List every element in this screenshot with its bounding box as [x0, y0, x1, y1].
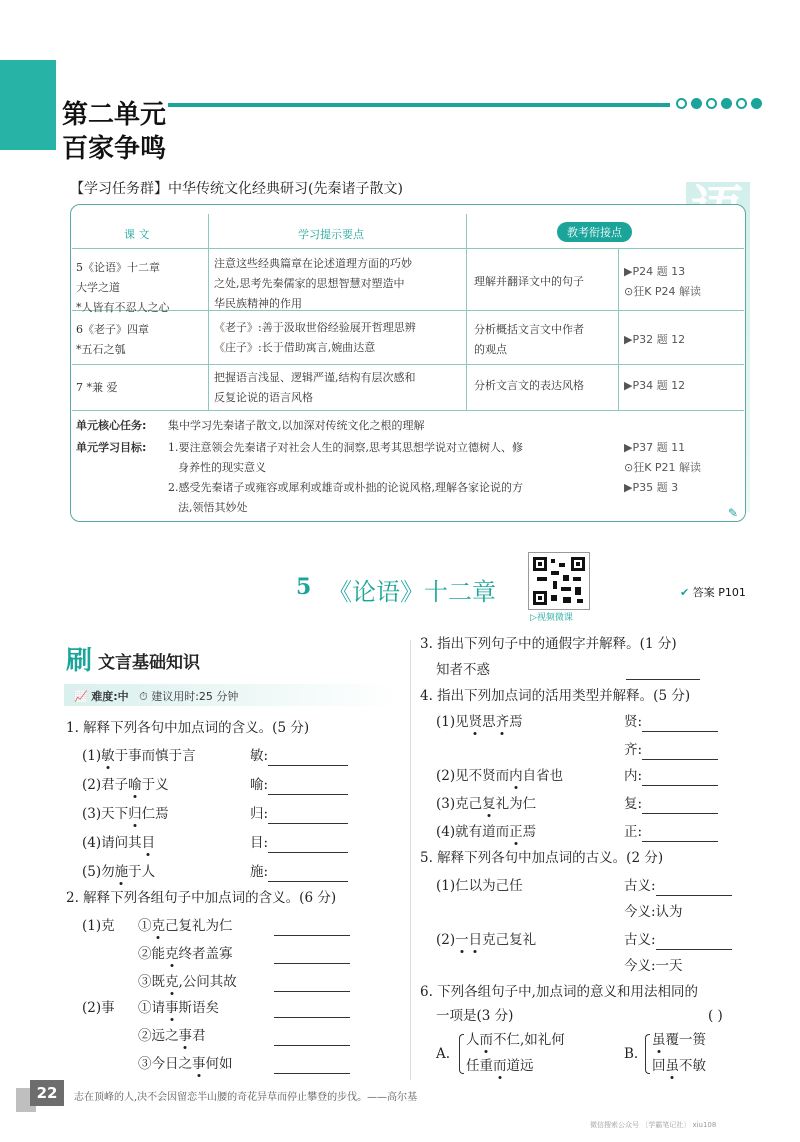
q2-item: ②远之事君: [138, 1028, 206, 1044]
q5-item: (1)仁以为己任: [436, 878, 523, 894]
q5-answer[interactable]: 古义:: [624, 930, 732, 950]
q6-option-b1: 虽覆一篑: [652, 1032, 706, 1048]
row1-link: 理解并翻译文中的句子: [474, 275, 584, 288]
q4-answer[interactable]: 复:: [624, 794, 718, 814]
row3-refs[interactable]: ▶P34 题 12: [624, 379, 686, 392]
row2-refs[interactable]: ▶P32 题 12: [624, 333, 686, 346]
difficulty-info: 📈 难度:中 ⏱ 建议用时:25 分钟: [74, 690, 239, 703]
divider: [72, 410, 744, 411]
q3-answer[interactable]: [626, 660, 700, 680]
q1-item: (1)敏于事而慎于言: [82, 748, 196, 764]
q6-option-a-label[interactable]: A.: [436, 1046, 451, 1062]
q4-item: (2)见不贤而内自省也: [436, 768, 564, 784]
q6-option-b2: 回虽不敏: [652, 1058, 706, 1074]
column-divider: [410, 640, 411, 1080]
clock-icon: ⏱: [139, 690, 148, 703]
q1-item: (2)君子喻于义: [82, 777, 169, 793]
divider: [72, 248, 744, 249]
q6-option-a1: 人而不仁,如礼何: [466, 1032, 565, 1048]
qr-code-icon[interactable]: [528, 552, 590, 610]
brace: [459, 1034, 464, 1074]
row2-tip: 《老子》:善于汲取世俗经验展开哲理思辨 《庄子》:长于借助寓言,婉曲达意: [214, 321, 416, 354]
q2-answer[interactable]: [274, 1054, 350, 1074]
row2-link: 分析概括文言文中作者 的观点: [474, 323, 584, 356]
q4-answer[interactable]: 内:: [624, 766, 718, 786]
goal-refs[interactable]: ▶P37 题 11 ⊙狂K P21 解读 ▶P35 题 3: [624, 441, 702, 494]
goal-2: 2.感受先秦诸子或雍容或犀利或雄奇或朴拙的论说风格,理解各家论说的方 法,领悟其妙处: [168, 481, 523, 514]
goal-1: 1.要注意领会先秦诸子对社会人生的洞察,思考其思想学说对立德树人、修 身养性的现实意义: [168, 441, 523, 474]
divider: [618, 248, 619, 410]
q5-item: (2)一日克己复礼: [436, 932, 537, 948]
q3-stem: 3. 指出下列句子中的通假字并解释。(1 分): [420, 636, 677, 652]
q5-modern: 今义:认为: [624, 904, 683, 920]
q4-answer[interactable]: 贤:: [624, 712, 718, 732]
q1-stem: 1. 解释下列各句中加点词的含义。(5 分): [66, 720, 310, 736]
col-header-tips: 学习提示要点: [298, 228, 364, 241]
q6-stem: 6. 下列各组句子中,加点词的意义和用法相同的: [420, 984, 698, 1000]
q4-answer[interactable]: 正:: [624, 822, 718, 842]
q2-item: ①请事斯语矣: [138, 1000, 219, 1016]
row3-lesson: 7 *兼 爱: [76, 381, 118, 394]
q2-stem: 2. 解释下列各组句子中加点词的含义。(6 分): [66, 890, 337, 906]
q1-answer[interactable]: 目:: [250, 833, 348, 853]
q2-answer[interactable]: [274, 998, 350, 1018]
core-task-text: 集中学习先秦诸子散文,以加深对传统文化之根的理解: [168, 419, 425, 432]
q6-answer-paren[interactable]: ( ): [708, 1008, 723, 1024]
q4-answer[interactable]: 齐:: [624, 740, 718, 760]
q3-sentence: 知者不惑: [436, 662, 490, 678]
q6-stem-cont: 一项是(3 分): [436, 1008, 514, 1024]
q4-stem: 4. 指出下列加点词的活用类型并解释。(5 分): [420, 688, 691, 704]
row3-tip: 把握语言浅显、逻辑严谨,结构有层次感和 反复论说的语言风格: [214, 371, 416, 404]
header-rule: [168, 103, 670, 107]
q6-option-b-label[interactable]: B.: [624, 1046, 639, 1062]
section-icon: 刷: [66, 646, 93, 676]
q1-item: (3)天下归仁焉: [82, 806, 169, 822]
q2-group-label: (2)事: [82, 1000, 115, 1016]
q5-stem: 5. 解释下列各句中加点词的古义。(2 分): [420, 850, 664, 866]
q4-item: (1)见贤思齐焉: [436, 714, 523, 730]
row1-refs[interactable]: ▶P24 题 13 ⊙狂K P24 解读: [624, 265, 702, 298]
chart-icon: 📈: [74, 690, 88, 703]
col-header-link: 教考衔接点: [557, 222, 632, 242]
page-number: 22: [30, 1080, 64, 1106]
q1-item: (4)请问其目: [82, 835, 156, 851]
unit-number: 第二单元: [62, 100, 167, 130]
q2-item: ②能克终者盖寡: [138, 946, 233, 962]
divider: [466, 214, 467, 410]
unit-name: 百家争鸣: [62, 134, 167, 164]
q5-answer[interactable]: 古义:: [624, 876, 732, 896]
core-task-label: 单元核心任务:: [76, 419, 147, 432]
row3-link: 分析文言文的表达风格: [474, 379, 584, 392]
pen-icon: ✎: [728, 506, 739, 520]
q1-answer[interactable]: 敏:: [250, 746, 348, 766]
footer-watermark: 微信搜索公众号 〔学霸笔记社〕 xiu108: [590, 1121, 717, 1129]
col-header-lesson: 课 文: [124, 228, 150, 241]
q6-option-a2: 任重而道远: [466, 1058, 534, 1074]
q1-answer[interactable]: 喻:: [250, 775, 348, 795]
q2-item: ③既克,公问其故: [138, 974, 237, 990]
q2-answer[interactable]: [274, 972, 350, 992]
video-lesson-label[interactable]: ▷视频微课: [530, 613, 573, 623]
goal-label: 单元学习目标:: [76, 441, 147, 454]
q2-answer[interactable]: [274, 1026, 350, 1046]
header-dots: [676, 98, 762, 109]
row1-lesson: 5《论语》十二章 大学之道 *人皆有不忍人之心: [76, 261, 170, 314]
brace: [645, 1034, 650, 1074]
task-group-title: 【学习任务群】中华传统文化经典研习(先秦诸子散文): [70, 181, 403, 197]
header-band: [0, 60, 56, 150]
chapter-title: 《论语》十二章: [328, 578, 496, 606]
q1-answer[interactable]: 归:: [250, 804, 348, 824]
q2-item: ①克己复礼为仁: [138, 918, 233, 934]
q4-item: (3)克己复礼为仁: [436, 796, 537, 812]
q2-answer[interactable]: [274, 944, 350, 964]
q2-answer[interactable]: [274, 916, 350, 936]
q2-group-label: (1)克: [82, 918, 115, 934]
divider: [208, 214, 209, 410]
check-icon: ✔: [680, 586, 690, 599]
q5-modern: 今义:一天: [624, 958, 683, 974]
answer-ref[interactable]: ✔ 答案 P101: [680, 586, 746, 599]
q4-item: (4)就有道而正焉: [436, 824, 537, 840]
footer-quote: 志在顶峰的人,决不会因留恋半山腰的奇花异草而停止攀登的步伐。——高尔基: [74, 1092, 418, 1103]
divider: [72, 364, 744, 365]
q2-item: ③今日之事何如: [138, 1056, 233, 1072]
row2-lesson: 6《老子》四章 *五石之瓠: [76, 323, 149, 356]
q1-item: (5)勿施于人: [82, 864, 156, 880]
section-title: 文言基础知识: [98, 653, 200, 673]
chapter-number: 5: [296, 574, 312, 600]
q1-answer[interactable]: 施:: [250, 862, 348, 882]
row1-tip: 注意这些经典篇章在论述道理方面的巧妙 之处,思考先秦儒家的思想智慧对塑造中 华民族精神的作用: [214, 257, 412, 310]
